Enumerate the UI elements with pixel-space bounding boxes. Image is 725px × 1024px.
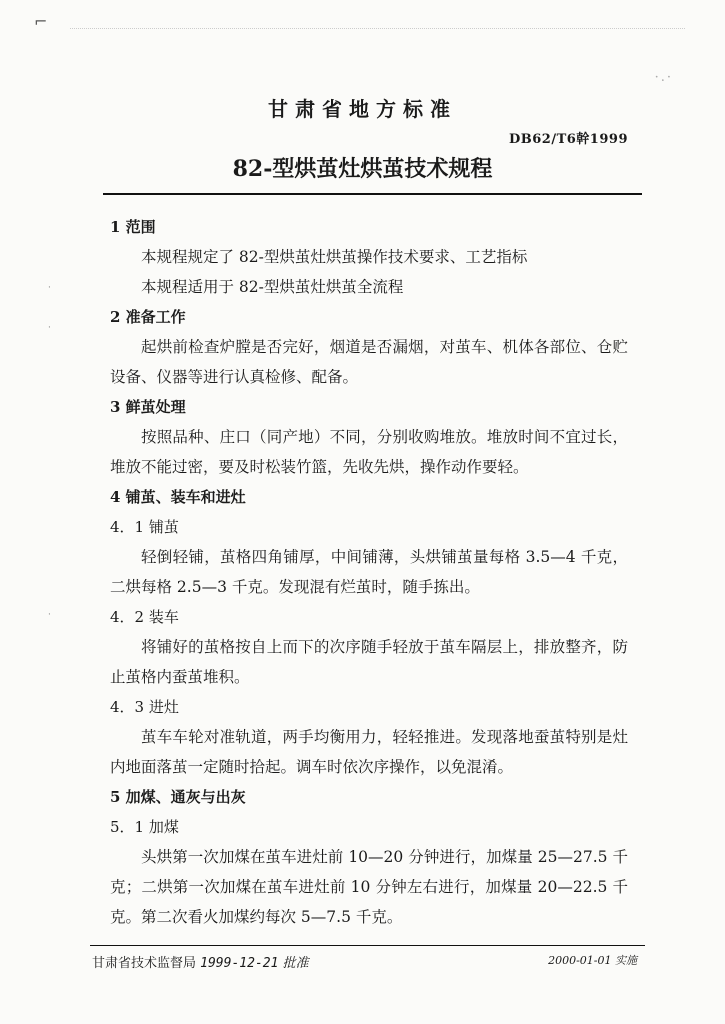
- section-heading: 1 范围: [110, 218, 156, 236]
- section-paragraph: 起烘前检查炉膛是否完好，烟道是否漏烟，对茧车、机体各部位、仓贮设备、仪器等进行认真检修、配备。: [110, 338, 628, 386]
- title-divider: [103, 193, 642, 195]
- footer-publisher: 甘肃省技术监督局: [92, 956, 197, 971]
- footer-implement-date: 2000-01-01: [548, 954, 612, 967]
- section-heading: 2 准备工作: [110, 308, 186, 326]
- corner-scan-mark: ⌐: [34, 12, 48, 31]
- subsection-heading: 4．1 铺茧: [110, 518, 179, 536]
- document-body: [110, 212, 628, 932]
- subsection-paragraph: 茧车车轮对准轨道，两手均衡用力，轻轻推进。发现落地蚕茧特别是灶内地面落茧一定随时拾起。调车时依次序操作，以免混淆。: [110, 728, 628, 776]
- standard-number: DB62/T6幹1999: [508, 132, 628, 147]
- subsection-heading: 5．1 加煤: [110, 818, 179, 836]
- subsection-paragraph: 将铺好的茧格按自上而下的次序随手轻放于茧车隔层上，排放整齐，防止茧格内蚕茧堆积。: [110, 638, 628, 686]
- subsection-paragraph: 轻倒轻铺，茧格四角铺厚，中间铺薄，头烘铺茧量每格 3.5—4 千克，二烘每格 2.5—3 千克。发现混有烂茧时，随手拣出。: [110, 548, 628, 596]
- section-paragraph: 按照品种、庄口（同产地）不同，分别收购堆放。堆放时间不宜过长，堆放不能过密，要及时松装竹篮，先收先烘，操作动作要轻。: [110, 428, 628, 476]
- subsection-heading: 4．3 进灶: [110, 698, 179, 716]
- section-paragraph: 本规程适用于 82-型烘茧灶烘茧全流程: [141, 278, 404, 296]
- footer-implement-note: 实施: [615, 954, 637, 967]
- footer-publish-note: 批准: [282, 956, 309, 971]
- subsection-heading: 4．2 装车: [110, 608, 179, 626]
- margin-tick: ·: [48, 323, 51, 333]
- subsection-paragraph: 头烘第一次加煤在茧车进灶前 10—20 分钟进行，加煤量 25—27.5 千克；二烘第一次加煤在茧车进灶前 10 分钟左右进行，加煤量 20—22.5 千克。第二次看火加煤约每次 5—7.5 千克。: [110, 848, 628, 926]
- footer-implement-info: [548, 952, 637, 968]
- footer-divider: [90, 945, 645, 946]
- scan-artifact-dots: ·.·: [654, 70, 673, 85]
- standard-issuer: 甘肃省地方标准: [268, 97, 457, 121]
- footer-publish-info: [92, 952, 309, 971]
- section-heading: 4 铺茧、装车和进灶: [110, 488, 246, 506]
- section-heading: 5 加煤、通灰与出灰: [110, 788, 246, 806]
- section-paragraph: 本规程规定了 82-型烘茧灶烘茧操作技术要求、工艺指标: [141, 248, 528, 266]
- scan-artifact-line: [70, 28, 685, 29]
- section-heading: 3 鲜茧处理: [110, 398, 186, 416]
- margin-tick: ·: [48, 610, 51, 620]
- footer-publish-date: 1999-12-21: [200, 956, 279, 971]
- document-title: 82-型烘茧灶烘茧技术规程: [232, 156, 493, 182]
- margin-tick: ·: [48, 283, 51, 293]
